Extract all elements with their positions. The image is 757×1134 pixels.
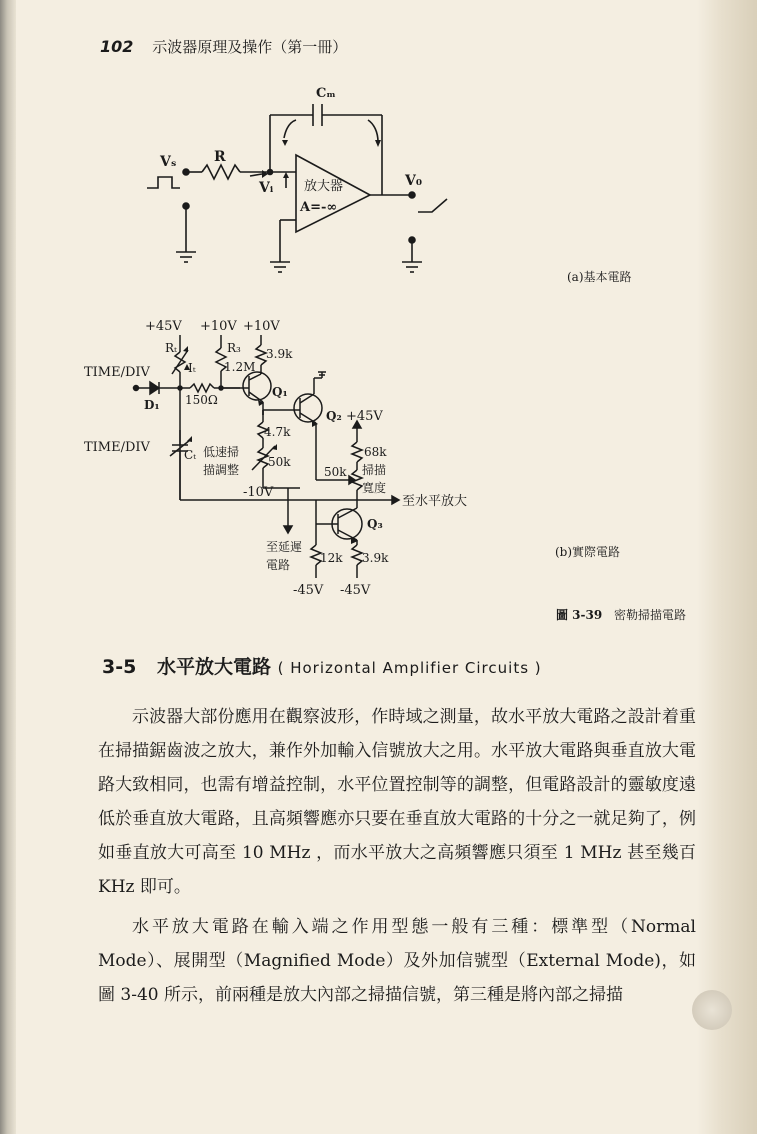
- label-r: R: [214, 149, 226, 165]
- label-68k: 68k: [364, 445, 387, 459]
- label-q2: Q₂: [326, 409, 342, 423]
- section-title-zh: 水平放大電路: [156, 656, 271, 678]
- label-vo: V₀: [405, 173, 422, 189]
- body-text: [98, 700, 696, 1012]
- label-d1: D₁: [144, 398, 160, 412]
- output-ramp-symbol: [418, 199, 447, 212]
- label-time-div-1: TIME/DIV: [84, 365, 150, 380]
- section-number: 3-5: [102, 656, 137, 678]
- label-minus-45v-b: -45V: [340, 583, 371, 598]
- caption-actual-circuit: (b)實際電路: [555, 545, 621, 559]
- label-r3: R₃: [227, 341, 241, 355]
- figure-caption: [556, 606, 686, 623]
- label-50k-right: 50k: [324, 465, 347, 479]
- label-low-speed-1: 低速掃: [203, 445, 240, 459]
- label-low-speed-2: 描調整: [203, 463, 240, 477]
- label-p10a: +10V: [200, 319, 237, 334]
- label-sweep-1: 掃描: [362, 463, 387, 477]
- label-amp-name: 放大器: [304, 179, 344, 194]
- label-q3: Q₃: [367, 517, 383, 531]
- section-heading: [102, 652, 542, 679]
- label-minus-45v-a: -45V: [293, 583, 324, 598]
- label-vs: Vₛ: [160, 154, 177, 170]
- label-delay-1: 至延遲: [266, 540, 303, 554]
- paragraph-2: 水平放大電路在輸入端之作用型態一般有三種：標準型（Normal Mode）、展開型（Magnified Mode）及外加信號型（External Mode)，如圖 3-40 所示，前兩種是放大內部之掃描信號，第三種是將內部之掃描: [98, 917, 696, 1005]
- label-150-ohm: 150Ω: [185, 393, 218, 407]
- section-title-en: ( Horizontal Amplifier Circuits ): [277, 659, 542, 677]
- figure-number: 圖 3-39: [556, 608, 603, 622]
- input-pulse-symbol: [147, 177, 180, 188]
- label-vi: Vᵢ: [259, 180, 274, 196]
- label-r3-value: 1.2M: [224, 360, 256, 374]
- label-minus-10v: -10V: [243, 485, 274, 500]
- figure-title: 密勒掃描電路: [614, 608, 687, 622]
- label-p45: +45V: [145, 319, 182, 334]
- label-cm: Cₘ: [316, 86, 336, 101]
- label-to-horizontal-amp: 至水平放大: [402, 494, 468, 509]
- label-50k-left: 50k: [268, 455, 291, 469]
- label-3-9k-bottom: 3.9k: [362, 551, 389, 565]
- label-ct: Cₜ: [184, 448, 197, 462]
- label-delay-2: 電路: [266, 558, 291, 572]
- paragraph-1: 示波器大部份應用在觀察波形，作時域之測量，故水平放大電路之設計着重在掃描鋸齒波之放大，兼作外加輸入信號放大之用。水平放大電路與垂直放大電路大致相同，也需有增益控制，水平位置控制等的調整，但電路設計的靈敏度遠低於垂直放大電路，且高頻響應亦只要在垂直放大電路的十分之一就足夠了，例如垂直放大可高至 10 MHz ，而水平放大之高頻響應只須至 1 MHz 甚至幾百 KHz 即可。: [98, 707, 696, 897]
- label-time-div-2: TIME/DIV: [84, 440, 150, 455]
- label-it: Iₜ: [188, 361, 196, 375]
- label-q1: Q₁: [272, 385, 288, 399]
- vo-terminal: [409, 192, 415, 198]
- resistor-r: [202, 165, 240, 179]
- caption-basic-circuit: (a)基本電路: [567, 270, 632, 284]
- label-q2-supply: +45V: [346, 409, 383, 424]
- page-number: 102: [100, 37, 134, 56]
- label-sweep-2: 寬度: [362, 481, 387, 495]
- thumb-smudge: [692, 990, 732, 1030]
- label-4-7k: 4.7k: [264, 425, 291, 439]
- label-rt: Rₜ: [165, 341, 177, 355]
- label-amp-gain: A=-∞: [300, 200, 338, 215]
- label-3-9k-top: 3.9k: [266, 347, 293, 361]
- running-title: 示波器原理及操作（第一冊）: [152, 38, 348, 56]
- label-p10b: +10V: [243, 319, 280, 334]
- label-12k: 12k: [320, 551, 343, 565]
